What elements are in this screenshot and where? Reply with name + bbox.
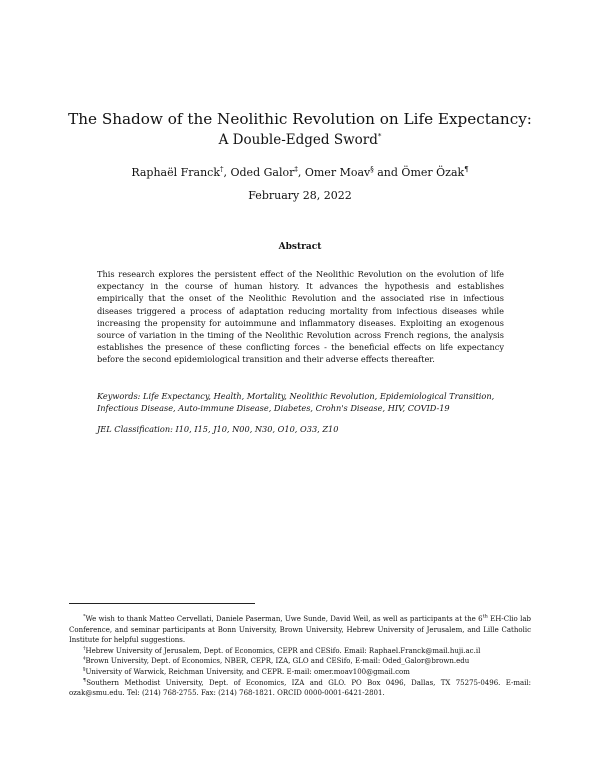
author-separator: , [223,166,231,179]
footnote-mark: ‡ [83,656,86,663]
abstract-heading: Abstract [278,242,322,252]
footnote-divider [69,603,255,604]
footnote-text: EH-Clio lab Conference, and seminar participants at Bonn University, Brown University, Hebrew University of Jerusalem, and Lille Catholic Institute for helpful suggestions. [69,615,531,645]
author-name: Omer Moav [304,166,371,179]
author-footnote-mark: ¶ [464,165,469,174]
author-list [40,166,560,180]
footnote-mark: † [83,645,86,652]
footnote-text: We wish to thank Matteo Cervellati, Daniele Paserman, Uwe Sunde, David Weil, as well as participants at the 6 [85,615,483,623]
footnote-acknowledgement [69,614,531,646]
jel-classification: JEL Classification: I10, I15, J10, N00, N30, O10, O33, Z10 [97,424,339,434]
paper-date: February 28, 2022 [248,189,352,202]
footnote-affiliation [69,646,531,657]
author-name: Raphaël Franck [131,166,220,179]
footnote-affiliation [69,667,531,678]
footnote-affiliation [69,656,531,667]
abstract-body: This research explores the persistent effect of the Neolithic Revolution on the evolution of life expectancy in the course of human history. It advances the hypothesis and establishes empirically that the onset of the Neolithic Revolution and the associated rise in infectious diseases triggered a process of adaptation reducing mortality from infectious diseases while increasing the propensity for autoimmune and inflammatory diseases. Exploiting an exogenous source of variation in the timing of the Neolithic Revolution across French regions, the analysis establishes the presence of these conflicting forces - the beneficial effects on life expectancy before the second epidemiological transition and their adverse effects thereafter. [97,269,504,365]
footnote-mark: * [83,613,86,620]
footnote-text: Southern Methodist University, Dept. of Economics, IZA and GLO. PO Box 0496, Dallas, TX 75275-0496. E-mail: ozak@smu.edu. Tel: (214) 768-2755. Fax: (214) 768-1821. ORCID 0000-0001-6421-2801. [69,678,531,698]
subtitle-text: A Double-Edged Sword [218,132,378,148]
footnote-mark: § [83,666,86,673]
footnote-text: Hebrew University of Jerusalem, Dept. of Economics, CEPR and CESifo. Email: Raphael.Franck@mail.huji.ac.il [85,646,481,655]
author-footnote-mark: ‡ [294,165,298,174]
footnote-text: University of Warwick, Reichman University, and CEPR. E-mail: omer.moav100@gmail.com [85,667,410,676]
author-name: Oded Galor [230,166,295,179]
ordinal-superscript: th [482,613,488,620]
author-separator: , [297,166,305,179]
paper-subtitle [40,131,560,149]
subtitle-footnote-mark: * [377,132,382,141]
author-footnote-mark: § [370,165,374,174]
footnote-mark: ¶ [83,677,87,684]
author-separator: and [373,166,402,179]
author-footnote-mark: † [220,165,224,174]
author-name: Ömer Özak [401,166,465,179]
footnote-text: Brown University, Dept. of Economics, NBER, CEPR, IZA, GLO and CESifo, E-mail: Oded_Galor@brown.edu [85,657,470,666]
paper-title: The Shadow of the Neolithic Revolution on Life Expectancy: [68,110,532,128]
keywords-line: Keywords: Life Expectancy, Health, Mortality, Neolithic Revolution, Epidemiological Transition, Infectious Disease, Auto-immune Disease, Diabetes, Crohn's Disease, HIV, COVID-19 [97,391,495,414]
footnote-affiliation [69,678,531,699]
footnotes [69,614,531,699]
